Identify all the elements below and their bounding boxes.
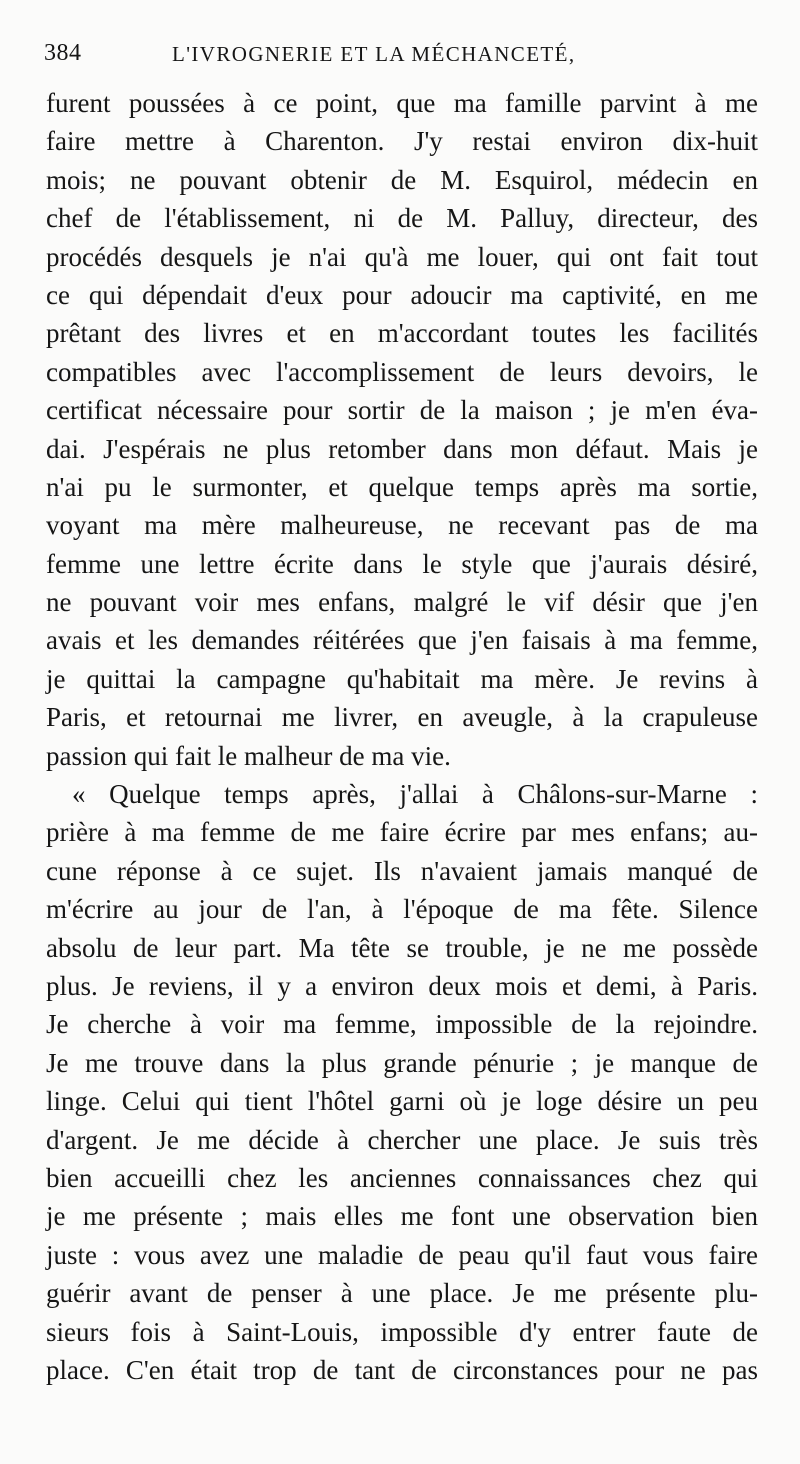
text-line: Paris, et retournai me livrer, en aveugle, à la crapuleuse: [46, 702, 758, 733]
text-line: je me présente ; mais elles me font une observation bien: [46, 1201, 758, 1232]
text-line: mois; ne pouvant obtenir de M. Esquirol, médecin en: [46, 164, 758, 195]
text-line: avais et les demandes réitérées que j'en faisais à ma femme,: [46, 625, 758, 656]
text-line: procédés desquels je n'ai qu'à me louer, qui ont fait tout: [46, 241, 758, 272]
text-line: n'ai pu le surmonter, et quelque temps après ma sortie,: [46, 471, 758, 502]
text-line: cune réponse à ce sujet. Ils n'avaient jamais manqué de: [46, 855, 758, 886]
text-line: plus. Je reviens, il y a environ deux mois et demi, à Paris.: [46, 970, 758, 1001]
running-head: L'IVROGNERIE ET LA MÉCHANCETÉ,: [172, 42, 576, 66]
text-line: chef de l'établissement, ni de M. Palluy, directeur, des: [46, 203, 758, 234]
page-header: [44, 40, 764, 80]
text-line: voyant ma mère malheureuse, ne recevant pas de ma: [46, 510, 758, 541]
paragraph-start-line: « Quelque temps après, j'allai à Châlons-sur-Marne :: [72, 779, 758, 810]
page-number: 384: [44, 40, 82, 66]
text-line: dai. J'espérais ne plus retomber dans mon défaut. Mais je: [46, 433, 758, 464]
text-line: certificat nécessaire pour sortir de la maison ; je m'en éva-: [46, 395, 758, 426]
text-line: Je cherche à voir ma femme, impossible de la rejoindre.: [46, 1009, 758, 1040]
text-line: sieurs fois à Saint-Louis, impossible d'y entrer faute de: [46, 1316, 758, 1347]
text-line: prêtant des livres et en m'accordant toutes les facilités: [46, 318, 758, 349]
text-line: bien accueilli chez les anciennes connaissances chez qui: [46, 1162, 758, 1193]
text-line: furent poussées à ce point, que ma famille parvint à me: [46, 88, 758, 118]
text-line: compatibles avec l'accomplissement de leurs devoirs, le: [46, 356, 758, 387]
text-line: je quittai la campagne qu'habitait ma mère. Je revins à: [46, 663, 758, 694]
text-line: m'écrire au jour de l'an, à l'époque de ma fête. Silence: [46, 894, 758, 925]
text-line: faire mettre à Charenton. J'y restai environ dix-huit: [46, 126, 758, 157]
text-line: prière à ma femme de me faire écrire par mes enfans; au-: [46, 817, 758, 848]
text-line: absolu de leur part. Ma tête se trouble, je ne me possède: [46, 932, 758, 963]
text-line: femme une lettre écrite dans le style que j'aurais désiré,: [46, 548, 758, 579]
paragraph-end-line: passion qui fait le malheur de ma vie.: [46, 740, 451, 771]
text-line: d'argent. Je me décide à chercher une place. Je suis très: [46, 1124, 758, 1155]
text-line: Je me trouve dans la plus grande pénurie ; je manque de: [46, 1047, 758, 1078]
text-line: linge. Celui qui tient l'hôtel garni où je loge désire un peu: [46, 1086, 758, 1117]
text-line: ce qui dépendait d'eux pour adoucir ma captivité, en me: [46, 279, 758, 310]
text-line: juste : vous avez une maladie de peau qu'il faut vous faire: [46, 1239, 758, 1270]
text-line: place. C'en était trop de tant de circonstances pour ne pas: [46, 1354, 758, 1385]
text-line: ne pouvant voir mes enfans, malgré le vif désir que j'en: [46, 587, 758, 618]
body-text: [46, 84, 758, 1389]
text-line: guérir avant de penser à une place. Je me présente plu-: [46, 1278, 758, 1309]
